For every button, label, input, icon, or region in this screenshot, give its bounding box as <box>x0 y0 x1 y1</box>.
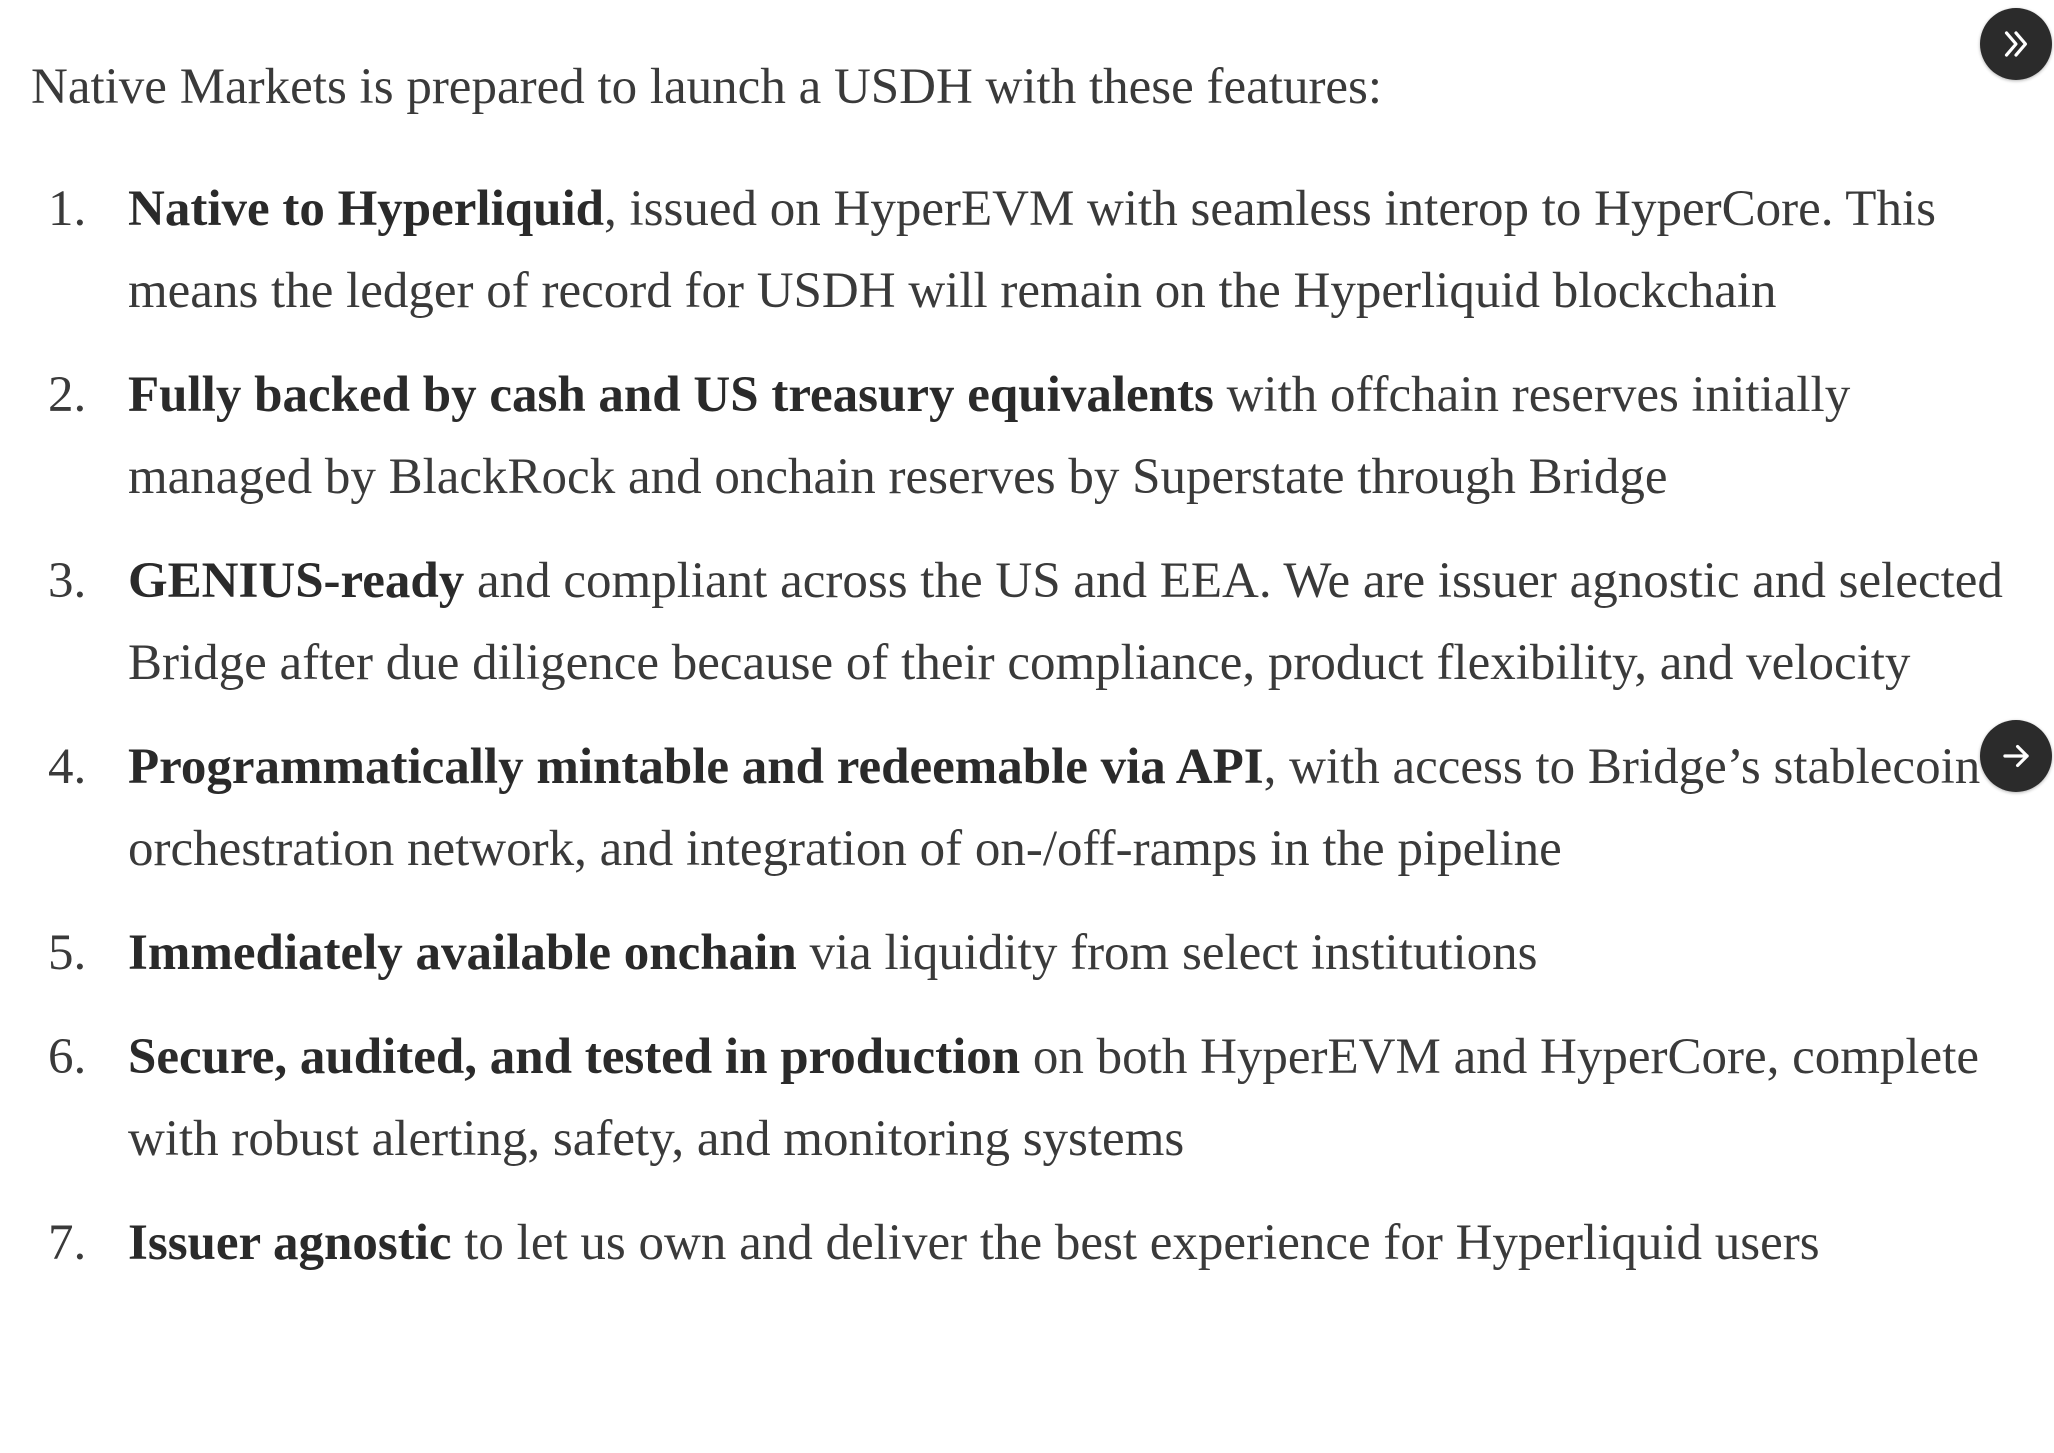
list-item-text: and compliant across the US and EEA. We are issuer agnostic and selected Bridge after due diligence because of their compliance, product flexibility, and velocity <box>128 553 2003 691</box>
list-item <box>31 912 2021 994</box>
list-item-text: with offchain reserves initially managed by BlackRock and onchain reserves by Superstate through Bridge <box>128 367 1851 505</box>
list-item-number: 1. <box>48 181 87 237</box>
intro-paragraph: Native Markets is prepared to launch a USDH with these features: <box>31 59 1383 115</box>
list-item-text: via liquidity from select institutions <box>796 925 1538 981</box>
list-item <box>31 540 2021 704</box>
list-item-text: , issued on HyperEVM with seamless interop to HyperCore. This means the ledger of record for USDH will remain on the Hyperliquid blockchain <box>128 181 1936 319</box>
list-item-number: 5. <box>48 925 87 981</box>
list-item <box>31 168 2021 332</box>
list-item-lead: Native to Hyperliquid <box>128 181 605 237</box>
list-item-text: , with access to Bridge’s stablecoin orchestration network, and integration of on-/off-ramps in the pipeline <box>128 739 1981 877</box>
list-item-lead: Fully backed by cash and US treasury equivalents <box>128 367 1214 423</box>
expand-panel-button[interactable] <box>1980 8 2052 80</box>
list-item-lead: GENIUS-ready <box>128 553 465 609</box>
list-item-lead: Secure, audited, and tested in production <box>128 1029 1021 1085</box>
list-item <box>31 1016 2021 1180</box>
list-item-number: 3. <box>48 553 87 609</box>
article-content <box>31 46 2021 1306</box>
list-item-lead: Programmatically mintable and redeemable via API <box>128 739 1264 795</box>
list-item-number: 4. <box>48 739 87 795</box>
double-chevron-right-icon <box>1997 25 2035 63</box>
list-item-text: on both HyperEVM and HyperCore, complete with robust alerting, safety, and monitoring systems <box>128 1029 1979 1167</box>
next-button[interactable] <box>1980 720 2052 792</box>
list-item <box>31 726 2021 890</box>
list-item-number: 2. <box>48 367 87 423</box>
list-item-lead: Immediately available onchain <box>128 925 797 981</box>
feature-list <box>31 168 2021 1284</box>
list-item-number: 7. <box>48 1215 87 1271</box>
list-item-number: 6. <box>48 1029 87 1085</box>
arrow-right-icon <box>1997 737 2035 775</box>
list-item <box>31 1202 2021 1284</box>
list-item-lead: Issuer agnostic <box>128 1215 452 1271</box>
list-item <box>31 354 2021 518</box>
list-item-text: to let us own and deliver the best experience for Hyperliquid users <box>451 1215 1820 1271</box>
